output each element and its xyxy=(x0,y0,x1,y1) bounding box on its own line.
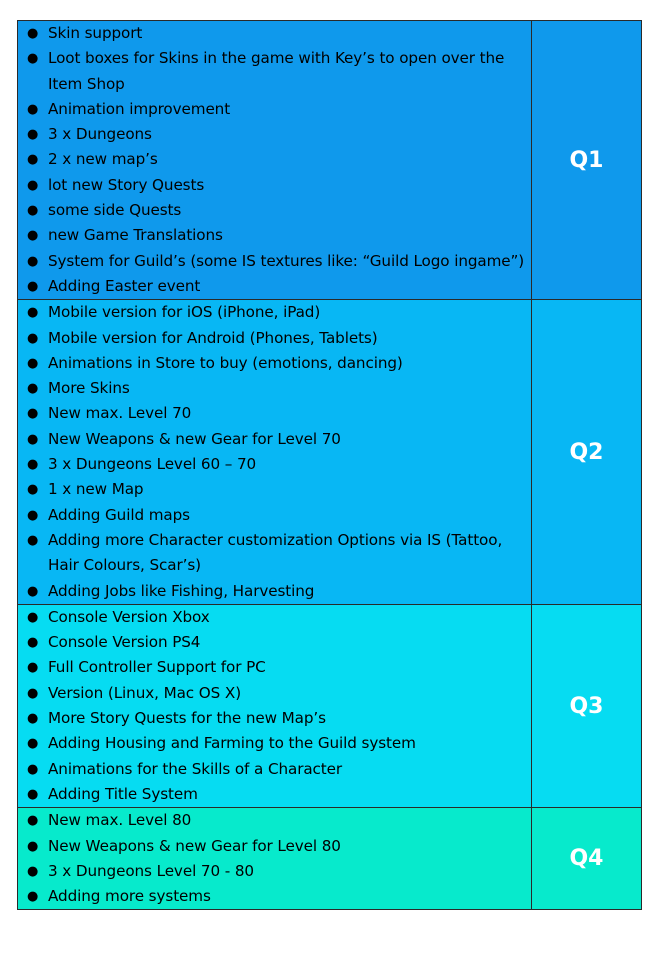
roadmap-item-text: 3 x Dungeons Level 70 - 80 xyxy=(48,861,254,880)
quarter-row-q3 xyxy=(18,604,642,807)
roadmap-item-text: New max. Level 70 xyxy=(48,404,192,423)
roadmap-item-text: System for Guild’s (some IS textures like: “Guild Logo ingame”) xyxy=(48,251,525,270)
roadmap-item-text: Adding more Character customization Options via IS (Tattoo, Hair Colours, Scar’s) xyxy=(48,530,503,575)
roadmap-item xyxy=(18,452,531,477)
roadmap-item xyxy=(18,46,531,97)
bullet-icon: ● xyxy=(27,736,39,752)
roadmap-item-text: Loot boxes for Skins in the game with Key’s to open over the Item Shop xyxy=(48,49,505,93)
bullet-icon: ● xyxy=(27,305,39,321)
roadmap-item-text: More Story Quests for the new Map’s xyxy=(48,709,326,728)
roadmap-item xyxy=(18,655,531,680)
roadmap-item-text: some side Quests xyxy=(48,201,182,220)
roadmap-item-text: New Weapons & new Gear for Level 70 xyxy=(48,429,341,448)
roadmap-item-list xyxy=(18,300,531,604)
roadmap-item-text: Console Version PS4 xyxy=(48,633,201,652)
quarter-row-q2 xyxy=(18,300,642,605)
quarter-label-cell xyxy=(532,21,642,300)
roadmap-item-text: 2 x new map’s xyxy=(48,150,158,169)
roadmap-item xyxy=(18,731,531,756)
roadmap-item xyxy=(18,605,531,630)
bullet-icon: ● xyxy=(27,863,39,879)
roadmap-item-text: new Game Translations xyxy=(48,226,223,245)
bullet-icon: ● xyxy=(27,609,39,625)
roadmap-item xyxy=(18,630,531,655)
quarter-items-cell xyxy=(18,300,532,605)
roadmap-item-text: More Skins xyxy=(48,379,130,398)
roadmap-item-text: Animation improvement xyxy=(48,99,231,118)
quarter-label-cell xyxy=(532,604,642,807)
quarter-label: Q1 xyxy=(569,147,604,173)
roadmap-item xyxy=(18,401,531,426)
quarter-label-cell xyxy=(532,300,642,605)
roadmap-item-text: Adding Jobs like Fishing, Harvesting xyxy=(48,581,315,600)
bullet-icon: ● xyxy=(27,482,39,498)
roadmap-item xyxy=(18,757,531,782)
roadmap-item-text: Adding Title System xyxy=(48,784,198,803)
roadmap-item-text: 1 x new Map xyxy=(48,480,144,499)
bullet-icon: ● xyxy=(27,786,39,802)
roadmap-item xyxy=(18,326,531,351)
roadmap-item xyxy=(18,477,531,502)
roadmap-item xyxy=(18,122,531,147)
roadmap-item-text: Version (Linux, Mac OS X) xyxy=(48,683,242,702)
roadmap-item xyxy=(18,97,531,122)
bullet-icon: ● xyxy=(27,101,39,117)
roadmap-item-text: Animations in Store to buy (emotions, dancing) xyxy=(48,353,403,372)
roadmap-item-text: Full Controller Support for PC xyxy=(48,658,266,677)
roadmap-item xyxy=(18,21,531,46)
quarter-items-cell xyxy=(18,21,532,300)
bullet-icon: ● xyxy=(27,127,39,143)
bullet-icon: ● xyxy=(27,660,39,676)
bullet-icon: ● xyxy=(27,431,39,447)
roadmap-item-text: Adding more systems xyxy=(48,887,211,906)
roadmap-item xyxy=(18,681,531,706)
bullet-icon: ● xyxy=(27,635,39,651)
bullet-icon: ● xyxy=(27,203,39,219)
bullet-icon: ● xyxy=(27,583,39,599)
roadmap-item-text: lot new Story Quests xyxy=(48,175,205,194)
roadmap-item-text: Adding Guild maps xyxy=(48,505,190,524)
quarter-items-cell xyxy=(18,808,532,910)
roadmap-item-text: Console Version Xbox xyxy=(48,607,210,626)
bullet-icon: ● xyxy=(27,381,39,397)
roadmap-item xyxy=(18,300,531,325)
bullet-icon: ● xyxy=(27,355,39,371)
bullet-icon: ● xyxy=(27,761,39,777)
quarter-label: Q3 xyxy=(569,693,604,719)
bullet-icon: ● xyxy=(27,813,39,829)
roadmap-item-text: Mobile version for iOS (iPhone, iPad) xyxy=(48,303,321,322)
roadmap-item-text: Mobile version for Android (Phones, Tablets) xyxy=(48,328,378,347)
bullet-icon: ● xyxy=(27,685,39,701)
bullet-icon: ● xyxy=(27,177,39,193)
bullet-icon: ● xyxy=(27,253,39,269)
roadmap-item xyxy=(18,706,531,731)
bullet-icon: ● xyxy=(27,711,39,727)
roadmap-item xyxy=(18,249,531,274)
roadmap-item xyxy=(18,884,531,909)
roadmap-item xyxy=(18,376,531,401)
roadmap-item xyxy=(18,147,531,172)
roadmap-item xyxy=(18,173,531,198)
roadmap-item-text: New max. Level 80 xyxy=(48,811,192,830)
quarter-label-cell xyxy=(532,808,642,910)
quarter-label: Q4 xyxy=(569,846,604,872)
roadmap-item xyxy=(18,223,531,248)
roadmap-item xyxy=(18,579,531,604)
bullet-icon: ● xyxy=(27,507,39,523)
roadmap-item xyxy=(18,274,531,299)
roadmap-item xyxy=(18,427,531,452)
roadmap-item-text: New Weapons & new Gear for Level 80 xyxy=(48,836,341,855)
roadmap-item xyxy=(18,528,531,579)
roadmap-item xyxy=(18,782,531,807)
quarter-row-q1 xyxy=(18,21,642,300)
bullet-icon: ● xyxy=(27,889,39,905)
quarter-row-q4 xyxy=(18,808,642,910)
bullet-icon: ● xyxy=(27,838,39,854)
roadmap-item xyxy=(18,859,531,884)
roadmap-item-text: 3 x Dungeons Level 60 – 70 xyxy=(48,455,257,474)
bullet-icon: ● xyxy=(27,330,39,346)
roadmap-item-text: Skin support xyxy=(48,24,143,42)
roadmap-table xyxy=(17,20,642,910)
bullet-icon: ● xyxy=(27,532,39,548)
roadmap-item xyxy=(18,503,531,528)
roadmap-item-list xyxy=(18,808,531,909)
bullet-icon: ● xyxy=(27,26,39,41)
roadmap-item-text: Adding Housing and Farming to the Guild system xyxy=(48,734,416,753)
quarter-label: Q2 xyxy=(569,439,604,465)
roadmap-item xyxy=(18,808,531,833)
roadmap-item-text: Adding Easter event xyxy=(48,276,201,295)
bullet-icon: ● xyxy=(27,152,39,168)
bullet-icon: ● xyxy=(27,457,39,473)
bullet-icon: ● xyxy=(27,406,39,422)
roadmap-item-list xyxy=(18,21,531,299)
roadmap-item-text: Animations for the Skills of a Character xyxy=(48,759,343,778)
roadmap-item xyxy=(18,834,531,859)
bullet-icon: ● xyxy=(27,51,39,67)
roadmap-body xyxy=(18,21,642,910)
quarter-items-cell xyxy=(18,604,532,807)
roadmap-item-list xyxy=(18,605,531,807)
roadmap-item xyxy=(18,198,531,223)
roadmap-item xyxy=(18,351,531,376)
bullet-icon: ● xyxy=(27,228,39,244)
roadmap-item-text: 3 x Dungeons xyxy=(48,125,152,144)
bullet-icon: ● xyxy=(27,278,39,294)
